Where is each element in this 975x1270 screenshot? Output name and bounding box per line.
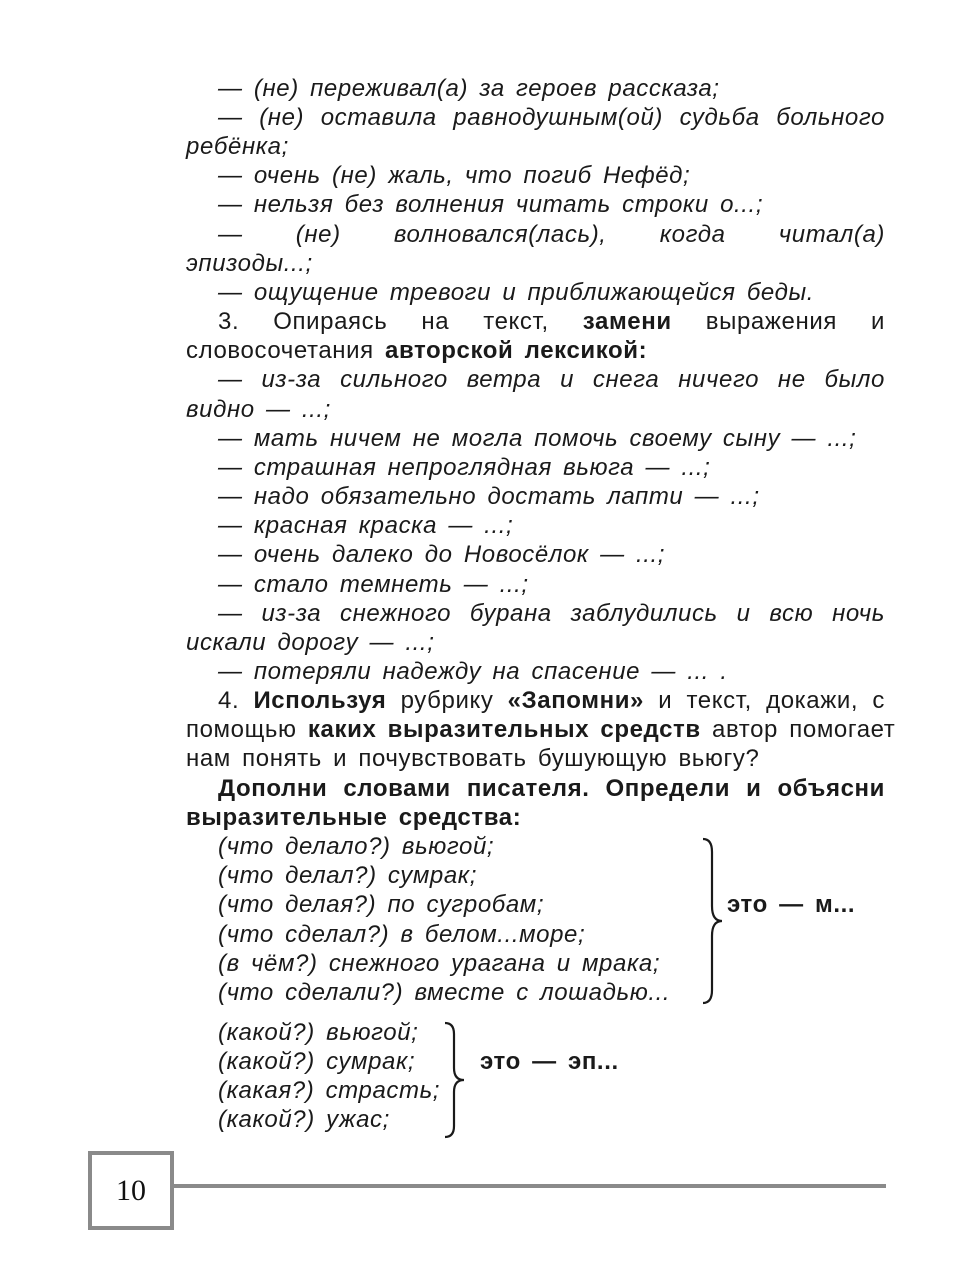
task3-text: 3. Опираясь на текст, [218, 308, 583, 335]
list-mid-line: — из-за снежного бурана заблудились и всю ночь [218, 600, 885, 627]
group1-item: (в чём?) снежного урагана и мрака; [218, 950, 661, 977]
group1-item: (что делало?) вьюгой; [218, 833, 495, 860]
task3-line2 [186, 336, 647, 365]
list-top-line: эпизоды...; [186, 250, 313, 277]
task3-text: выражения и [671, 308, 885, 335]
task-bold-line2: выразительные средства: [186, 804, 522, 831]
group2-item: (какая?) страсть; [218, 1077, 441, 1104]
group2-item: (какой?) ужас; [218, 1106, 390, 1133]
list-mid-line: — потеряли надежду на спасение — ... . [218, 658, 728, 685]
task3-text: словосочетания [186, 337, 385, 364]
list-mid-line: — страшная непроглядная вьюга — ...; [218, 454, 711, 481]
group2-item: (какой?) сумрак; [218, 1048, 416, 1075]
task4-text: рубрику [386, 687, 508, 714]
list-top-line: — ощущение тревоги и приближающейся беды. [218, 279, 814, 306]
task4-line1 [218, 686, 885, 715]
task4-keyword: каких выразительных средств [307, 716, 701, 743]
list-top-line: — нельзя без волнения читать строки о...; [218, 191, 764, 218]
list-mid-line: — из-за сильного ветра и снега ничего не было [218, 366, 885, 393]
list-top-line: — (не) переживал(а) за героев рассказа; [218, 75, 720, 102]
group1-brace [700, 836, 724, 1006]
group1-item: (что делал?) сумрак; [218, 862, 478, 889]
list-top-line: — (не) оставила равнодушным(ой) судьба больного [218, 104, 885, 131]
task4-text: автор помогает [700, 716, 896, 743]
list-top-line: — (не) волновался(лась), когда читал(а) [218, 221, 885, 248]
task3-line1 [218, 307, 885, 336]
group1-item: (что делая?) по сугробам; [218, 891, 545, 918]
task4-text: и текст, докажи, с [644, 687, 886, 714]
task3-keyword: авторской лексикой: [385, 337, 648, 364]
group1-item: (что сделал?) в белом...море; [218, 921, 586, 948]
group1-label: это — м... [727, 891, 856, 918]
list-mid-line: видно — ...; [186, 396, 331, 423]
task4-line3: нам понять и почувствовать бушующую вьюгу? [186, 745, 760, 772]
list-mid-line: — мать ничем не могла помочь своему сыну — ...; [218, 425, 857, 452]
list-mid-line: — надо обязательно достать лапти — ...; [218, 483, 760, 510]
group2-brace [442, 1020, 466, 1140]
task-bold-line1: Дополни словами писателя. Определи и объясни [218, 775, 885, 802]
group1-item: (что сделали?) вместе с лошадью... [218, 979, 671, 1006]
task4-keyword: Используя [253, 687, 387, 714]
group2-item: (какой?) вьюгой; [218, 1019, 419, 1046]
task4-keyword: «Запомни» [507, 687, 644, 714]
list-mid-line: — очень далеко до Новосёлок — ...; [218, 541, 666, 568]
group2-label: это — эп... [480, 1048, 619, 1075]
footer-rule [174, 1184, 886, 1188]
list-top-line: — очень (не) жаль, что погиб Нефёд; [218, 162, 691, 189]
list-mid-line: — красная краска — ...; [218, 512, 514, 539]
page-number: 10 [88, 1151, 174, 1230]
task3-keyword: замени [582, 308, 672, 335]
task4-text: помощью [186, 716, 308, 743]
list-mid-line: — стало темнеть — ...; [218, 571, 529, 598]
task4-line2 [186, 715, 896, 744]
list-top-line: ребёнка; [186, 133, 289, 160]
task4-number: 4. [218, 687, 254, 714]
list-mid-line: искали дорогу — ...; [186, 629, 435, 656]
